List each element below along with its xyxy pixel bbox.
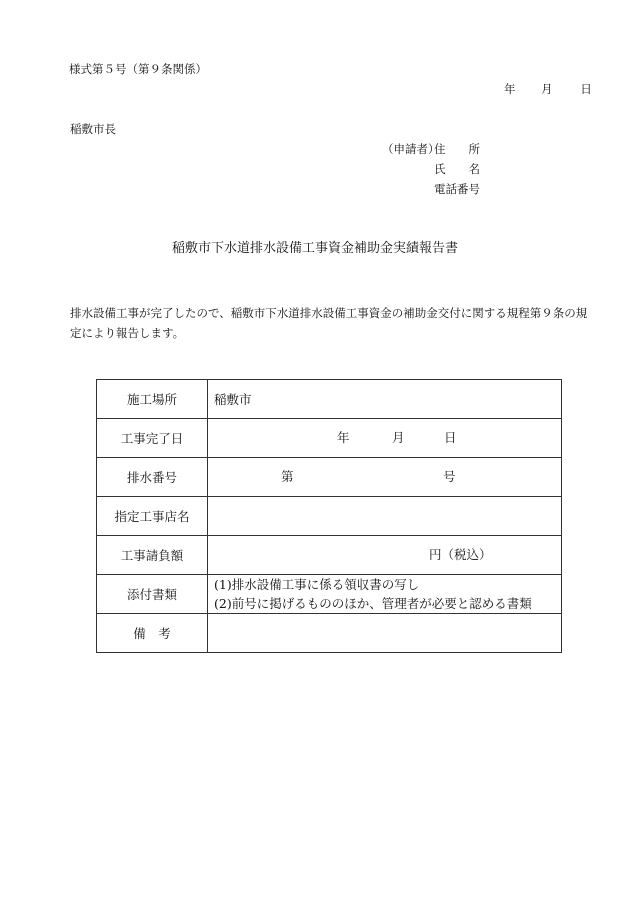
remarks-cell xyxy=(208,614,562,653)
report-table xyxy=(96,379,562,653)
table-row xyxy=(97,497,562,536)
place-label: 施工場所 xyxy=(97,380,208,419)
applicant-address-label: 住 所 xyxy=(434,142,480,156)
drain-number-label: 排水番号 xyxy=(97,458,208,497)
place-value: 稲敷市 xyxy=(214,392,252,407)
table-row xyxy=(97,458,562,497)
applicant-name-label: 氏 名 xyxy=(434,162,480,176)
document-title: 稲敷市下水道排水設備工事資金補助金実績報告書 xyxy=(171,241,458,256)
contractor-cell xyxy=(208,497,562,536)
addressee: 稲敷市長 xyxy=(70,122,116,136)
date-year: 年 xyxy=(504,82,516,96)
date-month: 月 xyxy=(541,82,553,96)
completion-year: 年 xyxy=(337,429,350,445)
attachment-1: (1)排水設備工事に係る領収書の写し xyxy=(214,577,420,592)
completion-label: 工事完了日 xyxy=(97,419,208,458)
applicant-phone-label: 電話番号 xyxy=(434,182,480,196)
date-day: 日 xyxy=(580,82,592,96)
table-row xyxy=(97,380,562,419)
drain-number-cell xyxy=(208,458,562,497)
attachment-2: (2)前号に掲げるもののほか、管理者が必要と認める書類 xyxy=(214,596,532,611)
contractor-label: 指定工事店名 xyxy=(97,497,208,536)
completion-month: 月 xyxy=(392,429,405,445)
body-text: 排水設備工事が完了したので、稲敷市下水道排水設備工事資金の補助金交付に関する規程第９条の規定により報告します。 xyxy=(70,306,588,340)
drain-number-prefix: 第 xyxy=(281,468,294,484)
contract-amount-cell xyxy=(208,536,562,575)
table-row xyxy=(97,575,562,614)
applicant-label: （申請者） xyxy=(382,142,440,156)
amount-unit: 円（税込） xyxy=(429,546,492,562)
place-cell xyxy=(208,380,562,419)
attachments-label: 添付書類 xyxy=(97,575,208,614)
form-number: 様式第５号（第９条関係） xyxy=(69,62,207,76)
table-row xyxy=(97,536,562,575)
table-row xyxy=(97,419,562,458)
drain-number-suffix: 号 xyxy=(443,468,456,484)
contract-amount-label: 工事請負額 xyxy=(97,536,208,575)
table-row xyxy=(97,614,562,653)
remarks-label: 備 考 xyxy=(97,614,208,653)
attachments-cell xyxy=(208,575,562,614)
completion-date-cell xyxy=(208,419,562,458)
completion-day: 日 xyxy=(444,429,457,445)
report-date xyxy=(504,84,592,96)
